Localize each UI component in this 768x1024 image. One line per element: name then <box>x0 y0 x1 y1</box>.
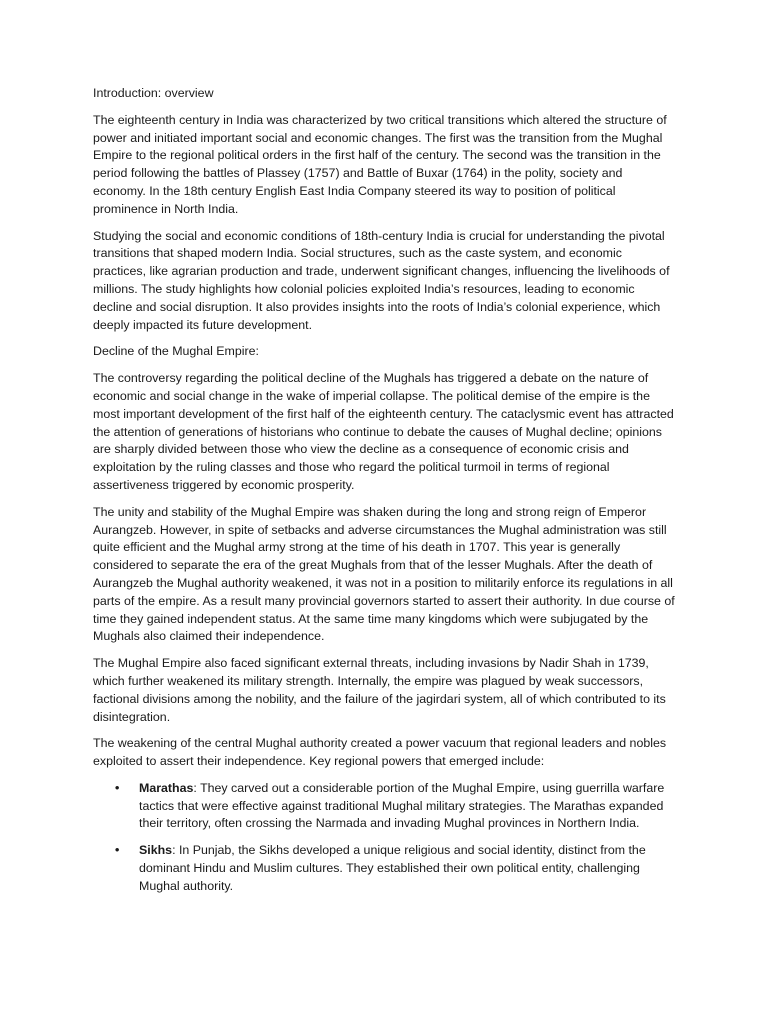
regional-power-term: Marathas <box>139 780 194 795</box>
decline-paragraph-3: The Mughal Empire also faced significant external threats, including invasions by Nadir Shah in 1739, which further weakened its military strength. Internally, the empire was plagued by weak successors, factional divisions among the nobility, and the failure of the jagirdari system, all of which contributed to its disintegration. <box>93 656 666 724</box>
bullet-icon: • <box>115 780 120 795</box>
list-item <box>93 780 677 833</box>
document-page <box>93 85 677 905</box>
regional-powers-list <box>93 780 677 896</box>
regional-power-term: Sikhs <box>139 843 173 858</box>
bullet-icon: • <box>115 843 120 858</box>
decline-paragraph-4: The weakening of the central Mughal authority created a power vacuum that regional leaders and nobles exploited to assert their independence. Key regional powers that emerged include: <box>93 736 667 769</box>
intro-paragraph-2: Studying the social and economic conditions of 18th-century India is crucial for understanding the pivotal transitions that shaped modern India. Social structures, such as the caste system, and economic practices, like agrarian production and trade, underwent significant changes, influencing the livelihoods of millions. The study highlights how colonial policies exploited India’s resources, leading to economic decline and social disruption. It also provides insights into the roots of India’s colonial experience, which deeply impacted its future development. <box>93 228 670 332</box>
intro-paragraph-1: The eighteenth century in India was characterized by two critical transitions which altered the structure of power and initiated important social and economic changes. The first was the transition from the Mughal Empire to the regional political orders in the first half of the century. The second was the transition in the period following the battles of Plassey (1757) and Battle of Buxar (1764) in the polity, society and economy. In the 18th century English East India Company steered its way to position of political prominence in North India. <box>93 112 667 216</box>
intro-heading: Introduction: overview <box>93 86 214 100</box>
regional-power-description: : They carved out a considerable portion of the Mughal Empire, using guerrilla warfare tactics that were effective against traditional Mughal military strategies. The Marathas expanded their territory, often crossing the Narmada and invading Mughal provinces in Northern India. <box>139 780 665 831</box>
decline-paragraph-1: The controversy regarding the political decline of the Mughals has triggered a debate on the nature of economic and social change in the wake of imperial collapse. The political demise of the empire is the most important development of the first half of the eighteenth century. The cataclysmic event has attracted the attention of generations of historians who continue to debate the causes of Mughal decline; opinions are sharply divided between those who view the decline as a consequence of economic crisis and exploitation by the ruling classes and those who regard the political turmoil in terms of regional assertiveness triggered by economic prosperity. <box>93 371 674 492</box>
list-item <box>93 842 677 895</box>
decline-heading: Decline of the Mughal Empire: <box>93 344 259 359</box>
decline-paragraph-2: The unity and stability of the Mughal Empire was shaken during the long and strong reign of Emperor Aurangzeb. However, in spite of setbacks and adverse circumstances the Mughal administration was still quite efficient and the Mughal army strong at the time of his death in 1707. This year is generally considered to separate the era of the great Mughals from that of the lesser Mughals. After the death of Aurangzeb the Mughal authority weakened, it was not in a position to militarily enforce its regulations in all parts of the empire. As a result many provincial governors started to assert their authority. In due course of time they gained independent status. At the same time many kingdoms which were subjugated by the Mughals also claimed their independence. <box>93 504 675 644</box>
regional-power-description: : In Punjab, the Sikhs developed a unique religious and social identity, distinct from the dominant Hindu and Muslim cultures. They established their own political entity, challenging Mughal authority. <box>139 843 646 893</box>
